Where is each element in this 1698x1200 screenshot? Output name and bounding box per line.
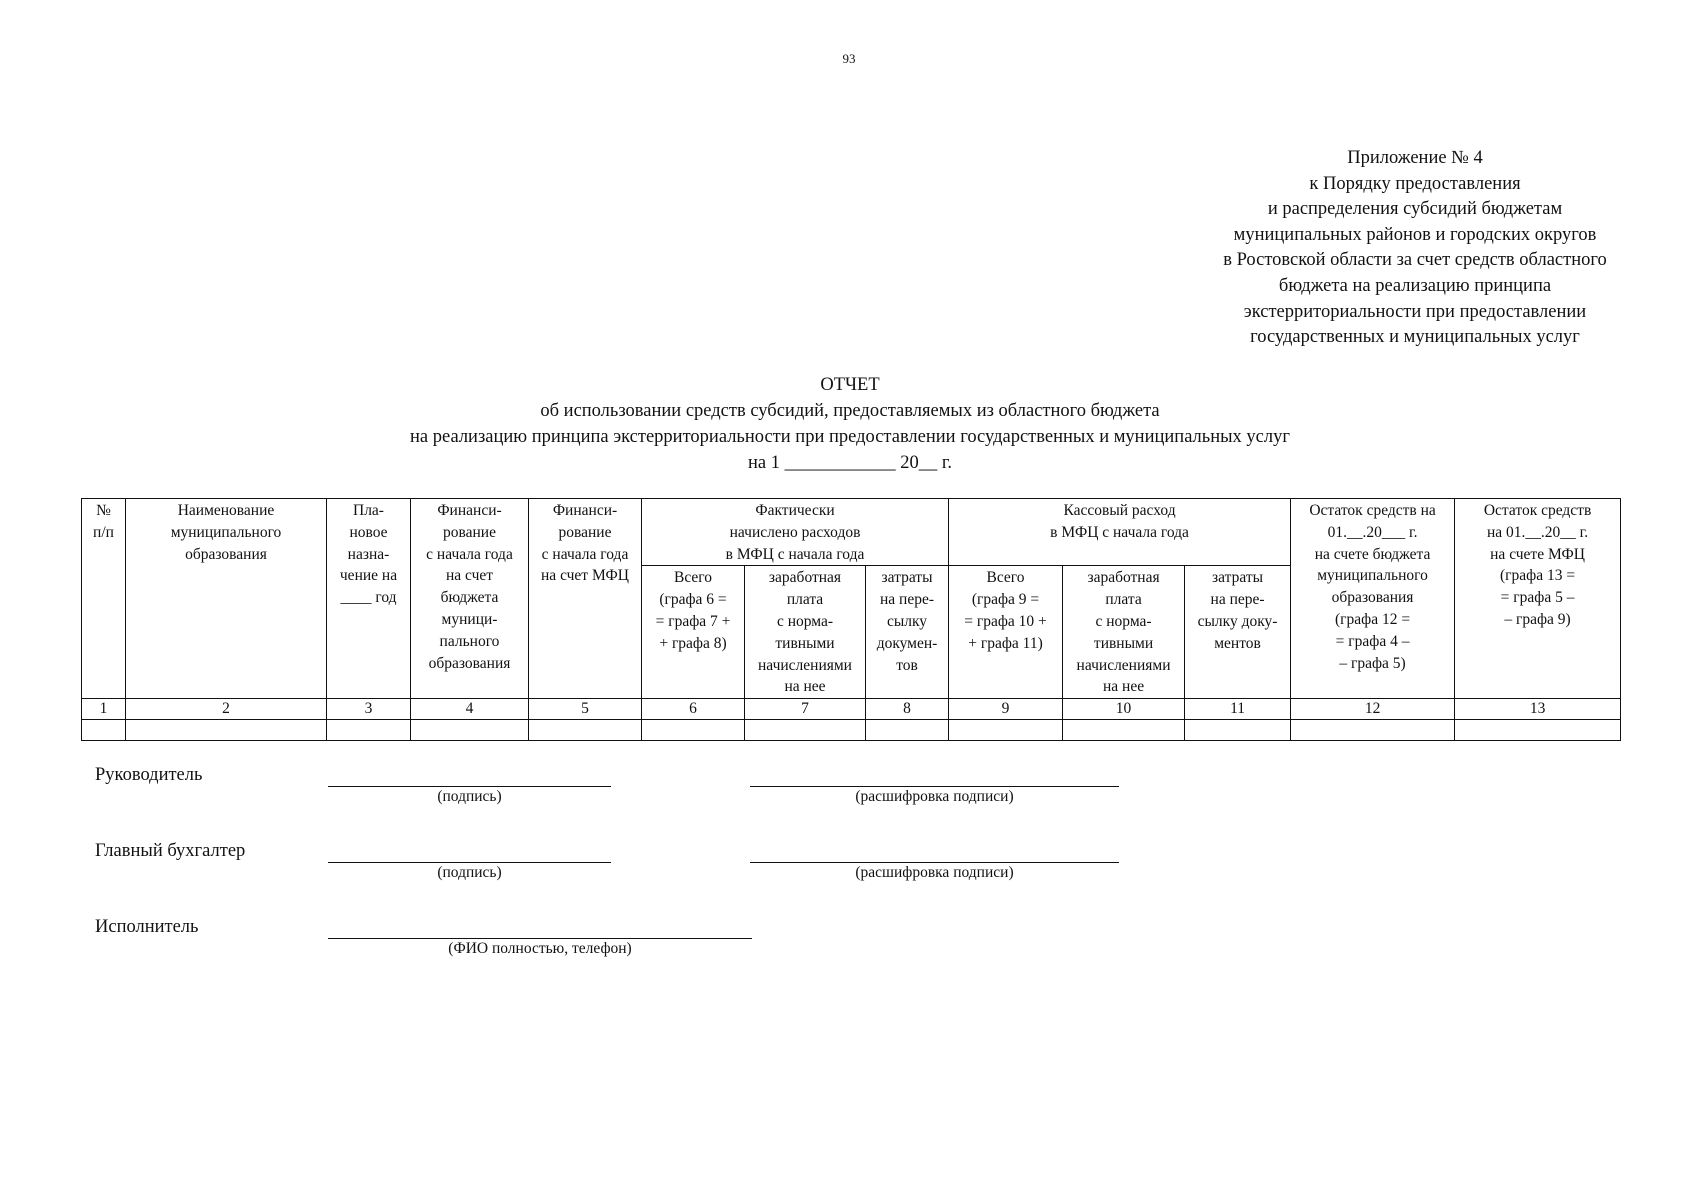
page-number: 93 bbox=[842, 51, 856, 66]
header-text-line: ментов bbox=[1214, 634, 1261, 652]
header-text-line: образования bbox=[1331, 589, 1414, 607]
header-text-line: + графа 8) bbox=[659, 634, 727, 652]
column-number: 13 bbox=[1455, 699, 1621, 720]
executor-caption: (ФИО полностью, телефон) bbox=[448, 940, 632, 957]
data-cell[interactable] bbox=[126, 720, 327, 741]
data-cell[interactable] bbox=[866, 720, 949, 741]
header-text-line: Остаток средств на bbox=[1309, 502, 1436, 519]
header-text-line: – графа 9) bbox=[1504, 610, 1571, 628]
header-text-line: сылку bbox=[886, 612, 928, 630]
chief-accountant-label: Главный бухгалтер bbox=[95, 841, 246, 861]
header-text-line: с норма- bbox=[1095, 612, 1152, 630]
appendix-line: и распределения субсидий бюджетам bbox=[1267, 199, 1563, 220]
header-text-line: 01.__.20___ г. bbox=[1327, 523, 1418, 541]
head-decoding-line[interactable] bbox=[750, 786, 1119, 787]
header-text-line: сылку доку- bbox=[1197, 612, 1278, 630]
header-text-line: на нее bbox=[1102, 678, 1145, 696]
report-table bbox=[81, 498, 1621, 741]
header-text-line: + графа 11) bbox=[968, 634, 1043, 652]
appendix-line: бюджета на реализацию принципа bbox=[1278, 275, 1552, 296]
data-cell[interactable] bbox=[82, 720, 126, 741]
header-text-line: Финанси- bbox=[437, 502, 502, 519]
header-group-cash bbox=[949, 499, 1291, 566]
appendix-line: государственных и муниципальных услуг bbox=[1250, 327, 1580, 348]
header-text-line: ____ год bbox=[340, 589, 397, 607]
header-text-line: с начала года bbox=[426, 545, 513, 563]
column-number: 1 bbox=[82, 699, 126, 720]
data-cell[interactable] bbox=[1063, 720, 1185, 741]
column-number: 4 bbox=[411, 699, 529, 720]
header-text-line: на счете бюджета bbox=[1314, 545, 1431, 563]
header-text-line: = графа 5 – bbox=[1500, 589, 1575, 607]
appendix-line: в Ростовской области за счет средств областного bbox=[1223, 250, 1607, 271]
header-cell-planned bbox=[327, 499, 411, 699]
column-number: 7 bbox=[745, 699, 866, 720]
header-text-line: начислено расходов bbox=[729, 523, 861, 541]
header-text-line: заработная bbox=[1087, 569, 1160, 587]
data-cell[interactable] bbox=[327, 720, 411, 741]
header-text-line: на счет bbox=[445, 567, 494, 585]
header-text-line: с начала года bbox=[541, 545, 629, 563]
header-text-line: Всего bbox=[673, 569, 712, 587]
chief-accountant-decoding-line[interactable] bbox=[750, 862, 1119, 863]
report-title-block bbox=[250, 372, 1450, 476]
header-text-line: на 01.__.20__ г. bbox=[1486, 523, 1589, 541]
header-cell-balance-budget bbox=[1291, 499, 1455, 699]
appendix-line: муниципальных районов и городских округов bbox=[1233, 224, 1597, 245]
header-cell-financing-budget bbox=[411, 499, 529, 699]
header-cell-financing-mfc bbox=[529, 499, 642, 699]
appendix-line: экстерриториальности при предоставлении bbox=[1243, 301, 1587, 322]
executor-label: Исполнитель bbox=[95, 917, 199, 937]
header-text-line: = графа 7 + bbox=[655, 612, 731, 630]
header-text-line: на нее bbox=[784, 678, 826, 696]
header-text-line: муници- bbox=[441, 610, 498, 628]
header-text-line: на пере- bbox=[1210, 591, 1265, 609]
header-text-line: затраты bbox=[881, 569, 933, 587]
header-row-1 bbox=[82, 499, 1621, 566]
header-text-line: = графа 10 + bbox=[964, 612, 1047, 630]
head-signature-line[interactable] bbox=[328, 786, 611, 787]
header-text-line: тивными bbox=[775, 634, 835, 652]
header-text-line: № bbox=[96, 502, 111, 519]
header-text-line: образования bbox=[428, 654, 511, 672]
header-text-line: Всего bbox=[986, 569, 1025, 587]
data-cell[interactable] bbox=[949, 720, 1063, 741]
column-number: 8 bbox=[866, 699, 949, 720]
header-text-line: чение на bbox=[339, 567, 398, 585]
header-text-line: новое bbox=[349, 523, 388, 541]
column-number: 5 bbox=[529, 699, 642, 720]
data-cell[interactable] bbox=[411, 720, 529, 741]
header-cell-number bbox=[82, 499, 126, 699]
header-text-line: (графа 12 = bbox=[1335, 610, 1411, 628]
header-text-line: на пере- bbox=[880, 591, 935, 609]
report-title: ОТЧЕТ bbox=[820, 375, 880, 395]
header-group-accrued bbox=[642, 499, 949, 566]
column-number: 9 bbox=[949, 699, 1063, 720]
column-number: 3 bbox=[327, 699, 411, 720]
data-row bbox=[82, 720, 1621, 741]
header-text-line: муниципального bbox=[1317, 567, 1428, 585]
report-subtitle-line: на реализацию принципа экстерриториальности при предоставлении государственных и муниципальных услуг bbox=[410, 427, 1290, 447]
header-cell-cash-shipping bbox=[1185, 566, 1291, 699]
header-text-line: заработная bbox=[768, 569, 842, 587]
data-cell[interactable] bbox=[745, 720, 866, 741]
report-subtitle-line: об использовании средств субсидий, предоставляемых из областного бюджета bbox=[540, 401, 1160, 421]
header-text-line: на счет МФЦ bbox=[541, 567, 629, 585]
column-number: 6 bbox=[642, 699, 745, 720]
header-text-line: Финанси- bbox=[552, 502, 618, 519]
report-date-line: на 1 ____________ 20__ г. bbox=[748, 453, 952, 473]
column-number: 2 bbox=[126, 699, 327, 720]
header-cell-accrued-salary bbox=[745, 566, 866, 699]
header-text-line: = графа 4 – bbox=[1335, 632, 1410, 650]
column-number: 10 bbox=[1063, 699, 1185, 720]
header-cell-municipality bbox=[126, 499, 327, 699]
header-text-line: бюджета bbox=[440, 589, 499, 607]
header-text-line: рование bbox=[558, 523, 612, 541]
header-text-line: затраты bbox=[1212, 569, 1264, 587]
header-text-line: Остаток средств bbox=[1483, 502, 1592, 519]
header-text-line: (графа 6 = bbox=[659, 591, 727, 609]
header-text-line: в МФЦ с начала года bbox=[1050, 523, 1189, 541]
column-number: 11 bbox=[1185, 699, 1291, 720]
header-text-line: плата bbox=[786, 591, 824, 609]
header-text-line: в МФЦ с начала года bbox=[725, 545, 865, 563]
header-text-line: пального bbox=[439, 632, 500, 650]
chief-accountant-signature-line[interactable] bbox=[328, 862, 611, 863]
header-text-line: – графа 5) bbox=[1339, 654, 1406, 672]
header-text-line: (графа 9 = bbox=[971, 591, 1040, 609]
data-cell[interactable] bbox=[1291, 720, 1455, 741]
head-signature-caption: (подпись) bbox=[437, 788, 502, 805]
data-cell[interactable] bbox=[1455, 720, 1621, 741]
header-text-line: на счете МФЦ bbox=[1490, 545, 1585, 563]
executor-line[interactable] bbox=[328, 938, 752, 939]
data-cell[interactable] bbox=[529, 720, 642, 741]
header-text-line: докумен- bbox=[876, 634, 938, 652]
header-text-line: образования bbox=[185, 545, 267, 563]
header-text-line: начислениями bbox=[1076, 656, 1171, 674]
header-text-line: (графа 13 = bbox=[1500, 567, 1576, 585]
header-text-line: муниципального bbox=[170, 523, 282, 541]
header-cell-accrued-total bbox=[642, 566, 745, 699]
appendix-line: к Порядку предоставления bbox=[1309, 173, 1521, 194]
header-cell-cash-total bbox=[949, 566, 1063, 699]
header-text-line: п/п bbox=[93, 523, 114, 541]
header-text-line: тивными bbox=[1093, 634, 1154, 652]
chief-accountant-signature-caption: (подпись) bbox=[437, 864, 502, 881]
chief-accountant-decoding-caption: (расшифровка подписи) bbox=[855, 864, 1014, 881]
data-cell[interactable] bbox=[1185, 720, 1291, 741]
header-text-line: начислениями bbox=[758, 656, 852, 674]
head-decoding-caption: (расшифровка подписи) bbox=[855, 788, 1014, 805]
head-label: Руководитель bbox=[95, 765, 203, 785]
header-cell-balance-mfc bbox=[1455, 499, 1621, 699]
header-cell-accrued-shipping bbox=[866, 566, 949, 699]
appendix-header bbox=[1185, 146, 1645, 351]
header-text-line: Фактически bbox=[755, 502, 835, 519]
header-text-line: Наименование bbox=[177, 502, 275, 519]
appendix-line: Приложение № 4 bbox=[1347, 148, 1483, 168]
column-number: 12 bbox=[1291, 699, 1455, 720]
data-cell[interactable] bbox=[642, 720, 745, 741]
column-number-row bbox=[82, 699, 1621, 720]
header-text-line: Кассовый расход bbox=[1063, 502, 1176, 519]
header-text-line: рование bbox=[443, 523, 496, 541]
header-text-line: плата bbox=[1105, 591, 1142, 609]
header-text-line: назна- bbox=[347, 545, 390, 563]
header-text-line: с норма- bbox=[776, 612, 834, 630]
header-text-line: тов bbox=[896, 656, 918, 674]
header-cell-cash-salary bbox=[1063, 566, 1185, 699]
header-text-line: Пла- bbox=[353, 502, 384, 519]
